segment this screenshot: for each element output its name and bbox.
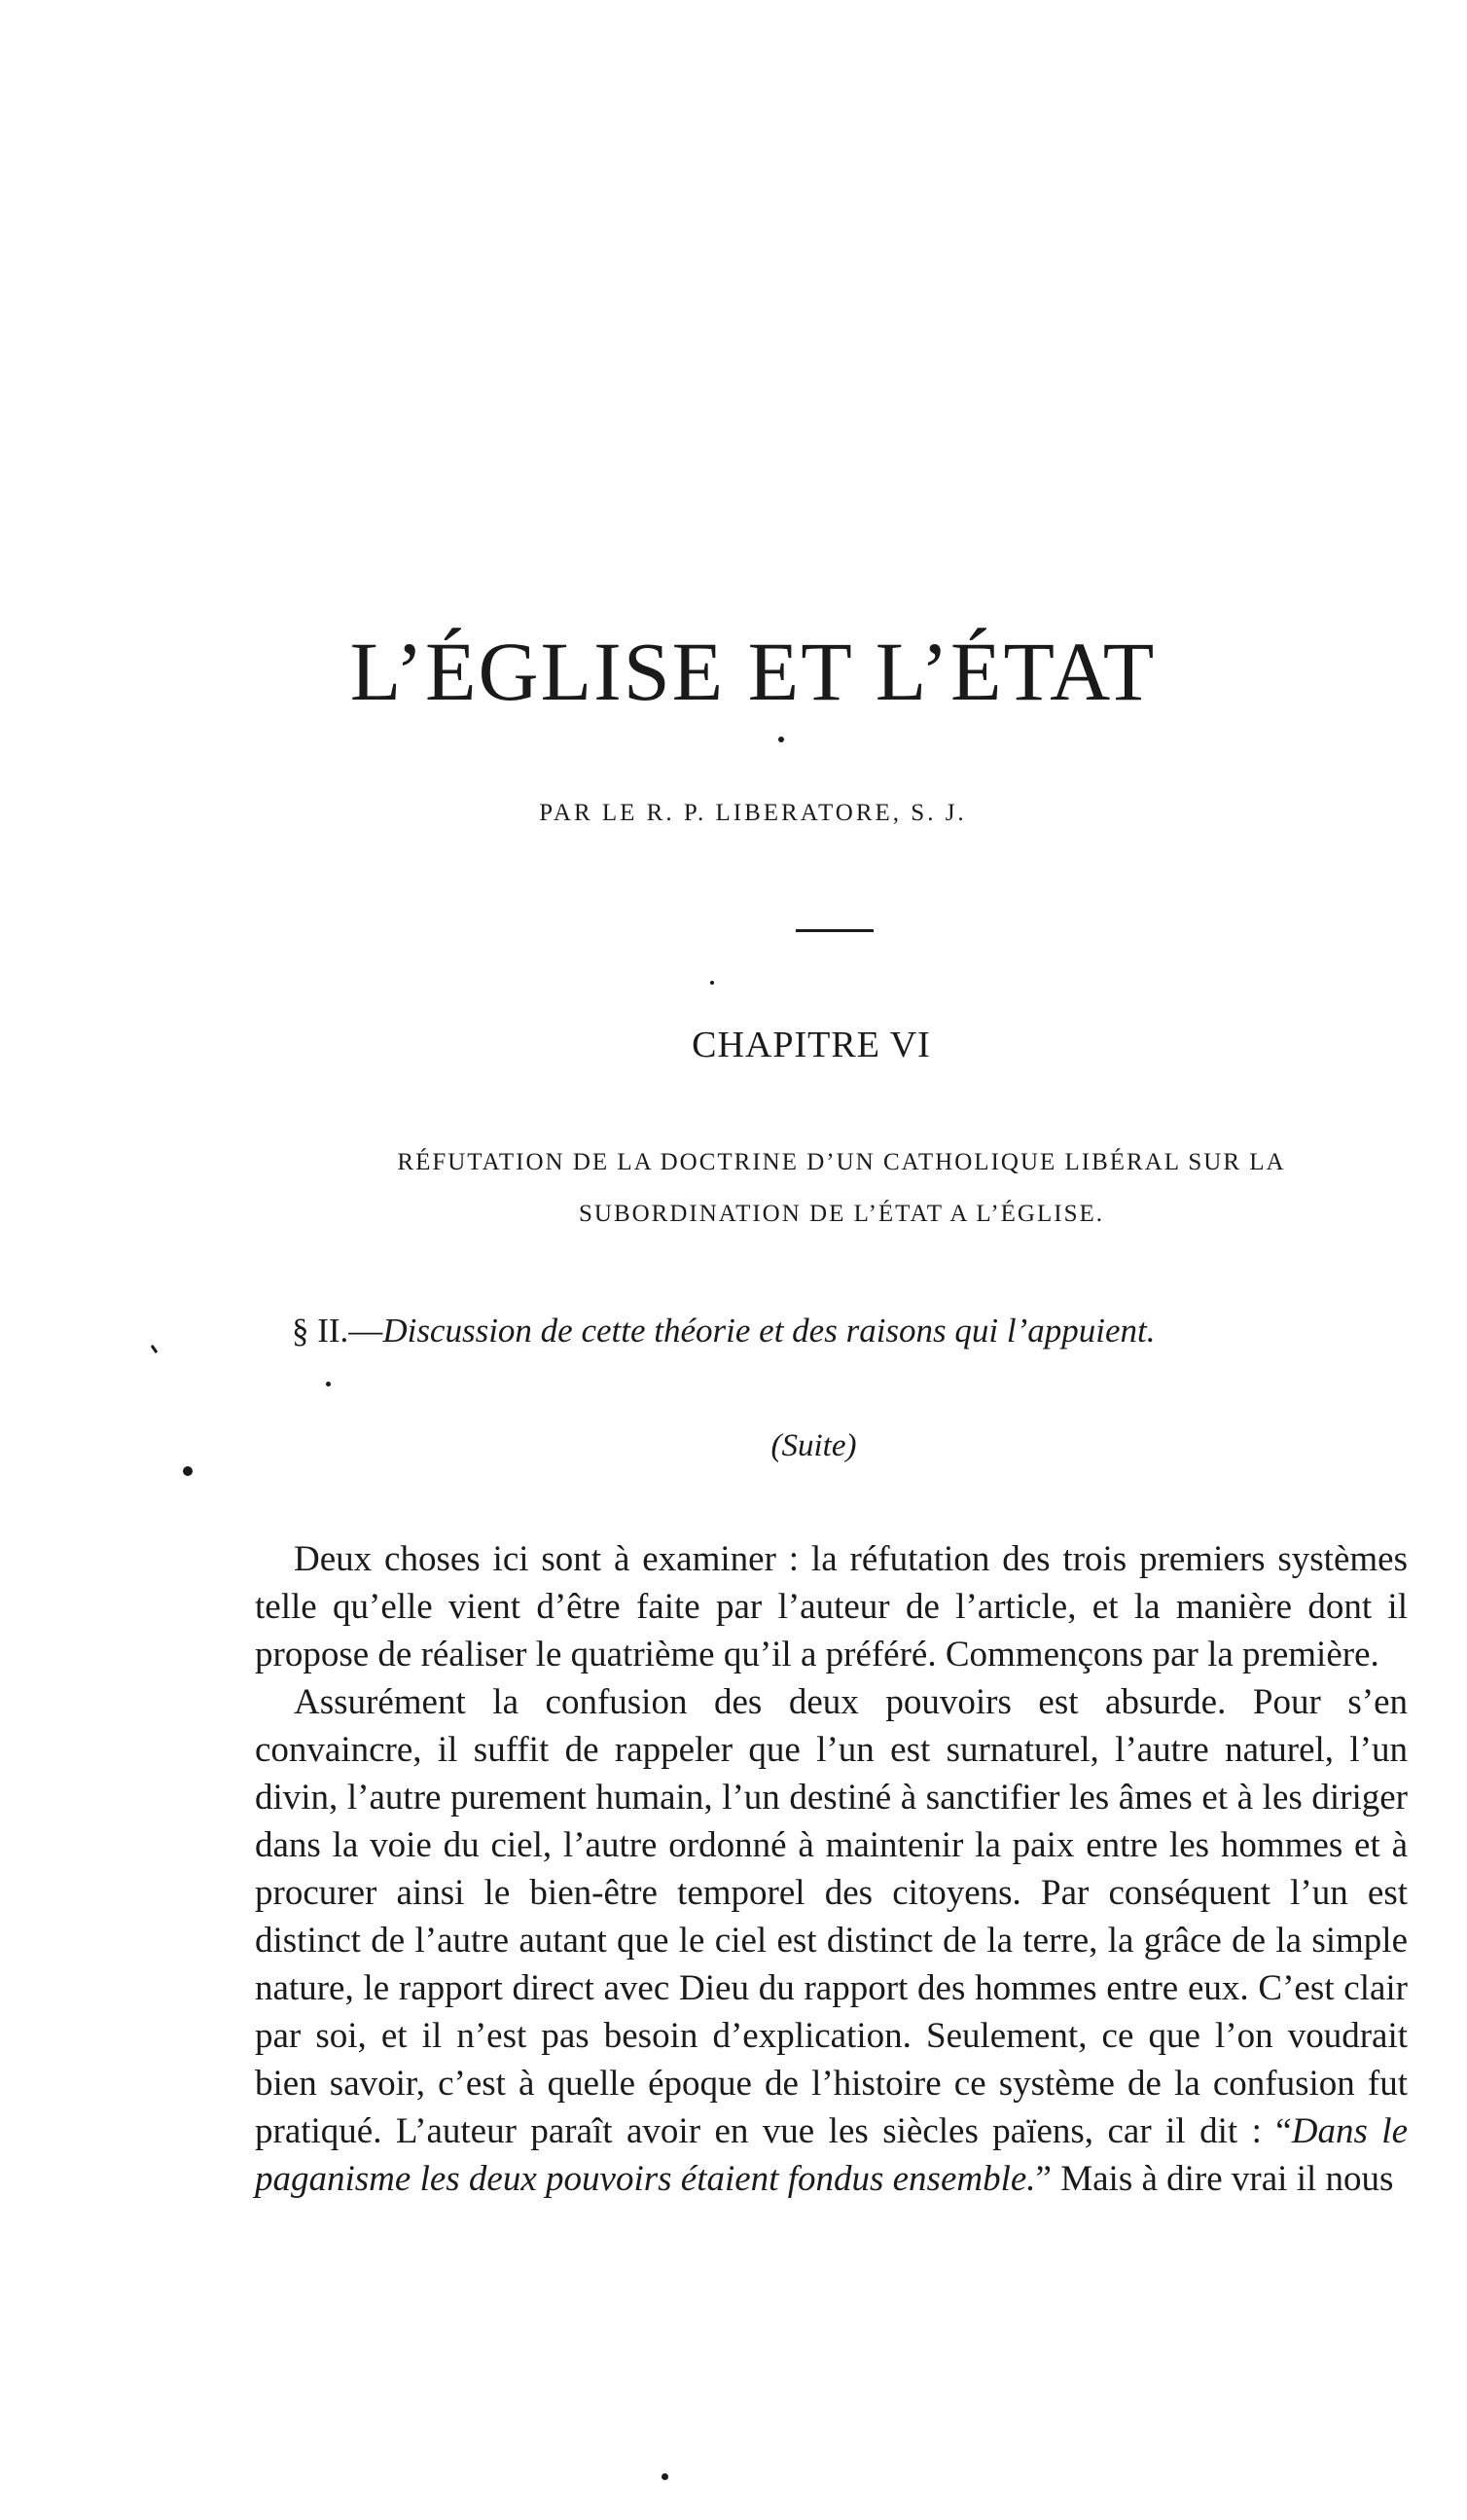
paragraph-2-end: ” Mais à dire vrai il nous [1035,2159,1394,2199]
body-text [255,1535,1408,2203]
page-title: L’ÉGLISE ET L’ÉTAT [349,625,1157,718]
paragraph-2-quote: Dans le paganisme les deux pouvoirs étaient fondus ensemble. [255,2111,1408,2199]
paragraph-2 [255,1678,1408,2203]
chapter-label: CHAPITRE VI [692,1025,931,1065]
paragraph-1: Deux choses ici sont à examiner : la réfutation des trois premiers systèmes telle qu’elle vient d’être faite par l’auteur de l’article, et la manière dont il propose de réaliser le quatrième qu’il a préféré. Commençons par la première. [255,1539,1408,1674]
separator-rule [796,929,874,932]
paragraph-2-main: Assurément la confusion des deux pouvoirs est absurde. Pour s’en convaincre, il suffit de rappeler que l’un est surnaturel, l’autre naturel, l’un divin, l’autre purement humain, l’un destiné à sanctifier les âmes et à les diriger dans la voie du ciel, l’autre ordonné à maintenir la paix entre les hommes et à procurer ainsi le bien-être temporel des citoyens. Par conséquent l’un est distinct de l’autre autant que le ciel est distinct de la terre, la grâce de la simple nature, le rapport direct avec Dieu du rapport des hommes entre eux. C’est clair par soi, et il n’est pas besoin d’explication. Seulement, ce que l’on voudrait bien savoir, c’est à quelle époque de l’histoire ce système de la confusion fut pratiqué. L’auteur paraît avoir en vue les siècles païens, car il dit : “ [255,1682,1408,2151]
scan-speck-2 [183,1466,193,1476]
chapter-subtitle-line-2: SUBORDINATION DE L’ÉTAT A L’ÉGLISE. [579,1201,1104,1227]
scan-speck-6 [151,1345,159,1353]
chapter-subtitle-line-1: RÉFUTATION DE LA DOCTRINE D’UN CATHOLIQUE LIBÉRAL SUR LA [397,1149,1286,1175]
author-line: PAR LE R. P. LIBERATORE, S. J. [539,800,967,826]
section-number: § II.— [292,1312,383,1350]
scan-speck-5 [710,981,714,985]
section-title: Discussion de cette théorie et des raisons qui l’appuient. [382,1312,1156,1350]
suite-label: (Suite) [770,1428,857,1463]
scan-speck-4 [662,2473,668,2480]
section-heading [292,1312,1401,1350]
scan-speck-1 [778,737,784,742]
scan-speck-3 [326,1382,331,1386]
chapter-subtitle [321,1136,1362,1240]
